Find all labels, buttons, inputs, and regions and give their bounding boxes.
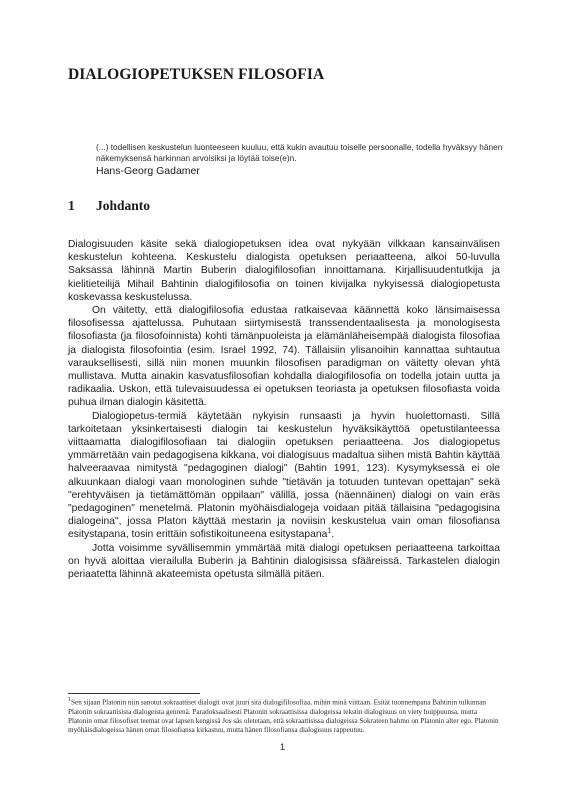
page-number: 1 [279,742,286,753]
epigraph-author: Hans-Georg Gadamer [96,165,200,177]
paragraph: Dialogiopetus-termiä käytetään nykyisin runsaasti ja hyvin huolettomasti. Sillä tarkoitetaan yksinkertaisesti dialogin tai keskustelun hyväksikäyttöä opetustilanteessa viittaamatta dialogifilosofiaan tai dialogiin opetuksen periaatteena. Jos dialogiopetus ymmärretään vain pedagogisena kikkana, voi dialogisuus madaltua siihen mistä Bahtin käyttää halveeraavaa nimitystä "pedagoginen dialogi" (Bahtin 1991, 123). Kysymyksessä ei ole alkuunkaan dialogi vaan monologinen suhde "tietävän ja totuuden tuntevan opettajan" sekä "erehtyväisen ja tietämättömän oppilaan" välillä, jossa (näennäinen) dialogi on vain eräs "pedagoginen" menetelmä. Platonin myöhäisdialogeja voidaan pitää tällaisina "pedagogisina dialogeina", jossa Platon käyttää mestarin ja noviisin keskustelua vain oman filosofiansa esitystapana, tosin erittäin sofistikoituneena esitystapana$^1$. [68,410,500,541]
paragraph-text: Dialogiopetus-termiä käytetään nykyisin runsaasti ja hyvin huolettomasti. Sillä tarkoitetaan yksinkertaisesti dialogin tai keskustelun hyväksikäyttöä opetustilanteessa viittaamatta dialogifilosofiaan tai dialogiin opetuksen periaatteena. Jos dialogiopetus ymmärretään vain pedagogisena kikkana, voi dialogisuus madaltua siihen mistä Bahtin käyttää halveeraavaa nimitystä "pedagoginen dialogi" (Bahtin 1991, 123). Kysymyksessä ei ole alkuunkaan dialogi vaan monologinen suhde "tietävän ja totuuden tuntevan opettajan" sekä "erehtyväisen ja tietämättömän oppilaan" välillä, jossa (näennäinen) dialogi on vain eräs "pedagoginen" menetelmä. Platonin myöhäisdialogeja voidaan pitää tällaisina "pedagogisina dialogeina", jossa Platon käyttää mestarin ja noviisin keskustelua vain oman filosofiansa esitystapana, tosin erittäin sofistikoituneena esitystapana [68,410,500,541]
footnote-text: Sen sijaan Platonin niin sanotut sokraattiset dialogit ovat juuri sitä dialogifilosofiaa, mihin minä viittaan. Esität tuonnempana Bahtinin tulkinnan Platonin sokraattisista dialogeista genrenä. Paradoksaalisesti Platonin sokraattisissa dialogeissa tekstin dialogisuus on viety huippuunsa, mutta Platonin omat filosofiset teemat ovat lapsen kengissä Jos säs oletetaan, että sokraattisissa dialogeissa Sokrateen hahmo on Platonin alter ego. Platonin myöhäisdialogeissa hänen omat filosofiansa kirkastuu, mutta hänen filosofiansa dialogisuus rappeutuu. [68,698,499,735]
epigraph-quote: (...) todellisen keskustelun luonteeseen kuuluu, että kukin avautuu toiselle persoonalle, todella hyväksyy hänen näkemyksensä harkinnan arvoisiksi ja löytää toise(e)n. [96,142,503,163]
paragraph: Jotta voisimme syvällisemmin ymmärtää mitä dialogi opetuksen periaatteena tarkoittaa on hyvä aloittaa vierailulla Buberin ja Bahtinin dialogisissa sfääreissä. Tarkastelen dialogin periaatetta lähinnä akateemista opetusta silmällä pitäen. [68,542,500,581]
paragraph: On väitetty, että dialogifilosofia edustaa ratkaisevaa käännettä koko länsimaisessa filosofisessa ajattelussa. Puhutaan siirtymisestä transsendentaalisesta ja monologisesta filosofiasta (ja filosofoinnista) kohti tämänpuoleista ja elämänläheisempää dialogista filosofiaa ja dialogista filosofointia (esim. Israel 1992, 74). Tällaisiin ylisanoihin kannattaa suhtautua varauksellisesti, sillä niin monen muunkin filosofisen paradigman on väitetty olevan yhtä mullistava. Mutta ainakin kasvatusfilosofian kohdalla dialogifilosofia on todella jotain uutta ja radikaalia. Uskon, että tulevaisuudessa ei opetuksen teoriasta ja opetuksen filosofiasta voida puhua ilman dialogin käsitettä. [68,305,500,409]
section-title: Johdanto [96,198,151,213]
document-title: DIALOGIOPETUKSEN FILOSOFIA [68,66,325,83]
footnote [68,696,500,736]
body-text [68,238,500,581]
footnote-marker: 1 [68,697,71,703]
paragraph: Dialogisuuden käsite sekä dialogiopetuksen idea ovat nykyään vilkkaan kansainvälisen keskustelun kohteena. Keskustelu dialogista opetuksen periaatteena, alkoi 50-luvulla Saksassa lähinnä Martin Buberin dialogifilosofian innoittamana. Kirjallisuudentutkija ja kielitieteilijä Mihail Bahtinin dialogifilosofia on toinen kivijalka nykyisessä dialogiopetusta koskevassa keskustelussa. [68,239,500,303]
section-heading [68,198,368,214]
footnote-reference[interactable]: 1 [327,528,332,536]
footnote-divider [68,693,200,694]
section-number: 1 [68,198,75,213]
